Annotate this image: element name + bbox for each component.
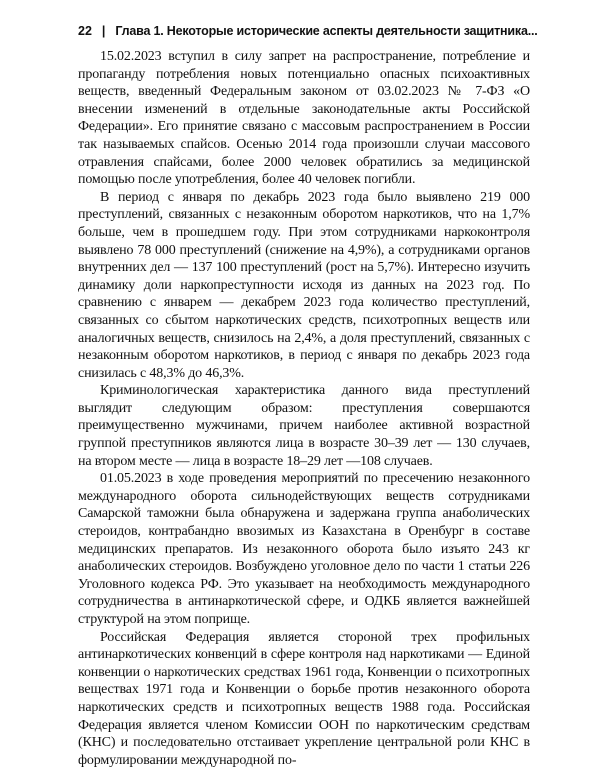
page-number: 22 bbox=[78, 24, 92, 38]
body-text bbox=[78, 48, 530, 769]
chapter-title: Глава 1. Некоторые исторические аспекты деятельности защитника... bbox=[115, 24, 538, 38]
paragraph: Российская Федерация является стороной трех профильных антинаркотических конвенций в сфере контроля над наркотиками — Единой конвенции о наркотических средствах 1961 года, Конвенции о психотропных веществах 1971 года и Конвенции о борьбе против незаконного оборота наркотических средств и психотропных веществ 1988 года. Российская Федерация является членом Комиссии ООН по наркотическим средствам (КНС) и последовательно отстаивает укрепление центральной роли КНС в формулировании международной по- bbox=[78, 629, 530, 768]
paragraph: В период с января по декабрь 2023 года было выявлено 219 000 преступлений, связанных с незаконным оборотом наркотиков, что на 1,7% больше, чем в прошедшем году. При этом сотрудниками наркоконтроля выявлено 78 000 преступлений (снижение на 4,9%), а сотрудниками органов внутренних дел — 137 100 преступлений (рост на 5,7%). Интересно изучить динамику доли наркопреступности исходя из данных на 2023 год. По сравнению с январем — декабрем 2023 года количество преступлений, связанных со сбытом наркотических средств, психотропных веществ или аналогичных веществ, снизилось на 2,4%, а доля преступлений, связанных с незаконным оборотом наркотиков, в период с января по декабрь 2023 года снизилась с 48,3% до 46,3%. bbox=[78, 189, 530, 381]
running-header bbox=[78, 24, 538, 38]
paragraph: 15.02.2023 вступил в силу запрет на распространение, потребление и пропаганду потребления новых потенциально опасных психоактивных веществ, введенный Федеральным законом от 03.02.2023 № 7-ФЗ «О внесении изменений в отдельные законодательные акты Российской Федерации». Его принятие связано с массовым распространением в России так называемых спайсов. Осенью 2014 года произошли случаи массового отравления спайсами, более 2000 человек обратились за медицинской помощью после употребления, более 40 человек погибли. bbox=[78, 49, 530, 188]
header-separator: | bbox=[101, 24, 106, 38]
paragraph: 01.05.2023 в ходе проведения мероприятий по пресечению незаконного международного оборота сильнодействующих веществ сотрудниками Самарской таможни была обнаружена и задержана группа анаболических стероидов, контрабандно ввозимых из Казахстана в Оренбург в составе медицинских препаратов. Из незаконного оборота было изъято 243 кг анаболических стероидов. Возбуждено уголовное дело по части 1 статьи 226 Уголовного кодекса РФ. Это указывает на необходимость международного сотрудничества в антинаркотической сфере, и ОДКБ является важнейшей структурой на этом поприще. bbox=[78, 471, 530, 627]
paragraph: Криминологическая характеристика данного вида преступлений выглядит следующим образом: преступления совершаются преимущественно мужчинами, причем наиболее активной возрастной группой преступников являются лица в возрасте 30–39 лет — 130 случаев, на втором месте — лица в возрасте 18–29 лет —108 случаев. bbox=[78, 383, 530, 469]
